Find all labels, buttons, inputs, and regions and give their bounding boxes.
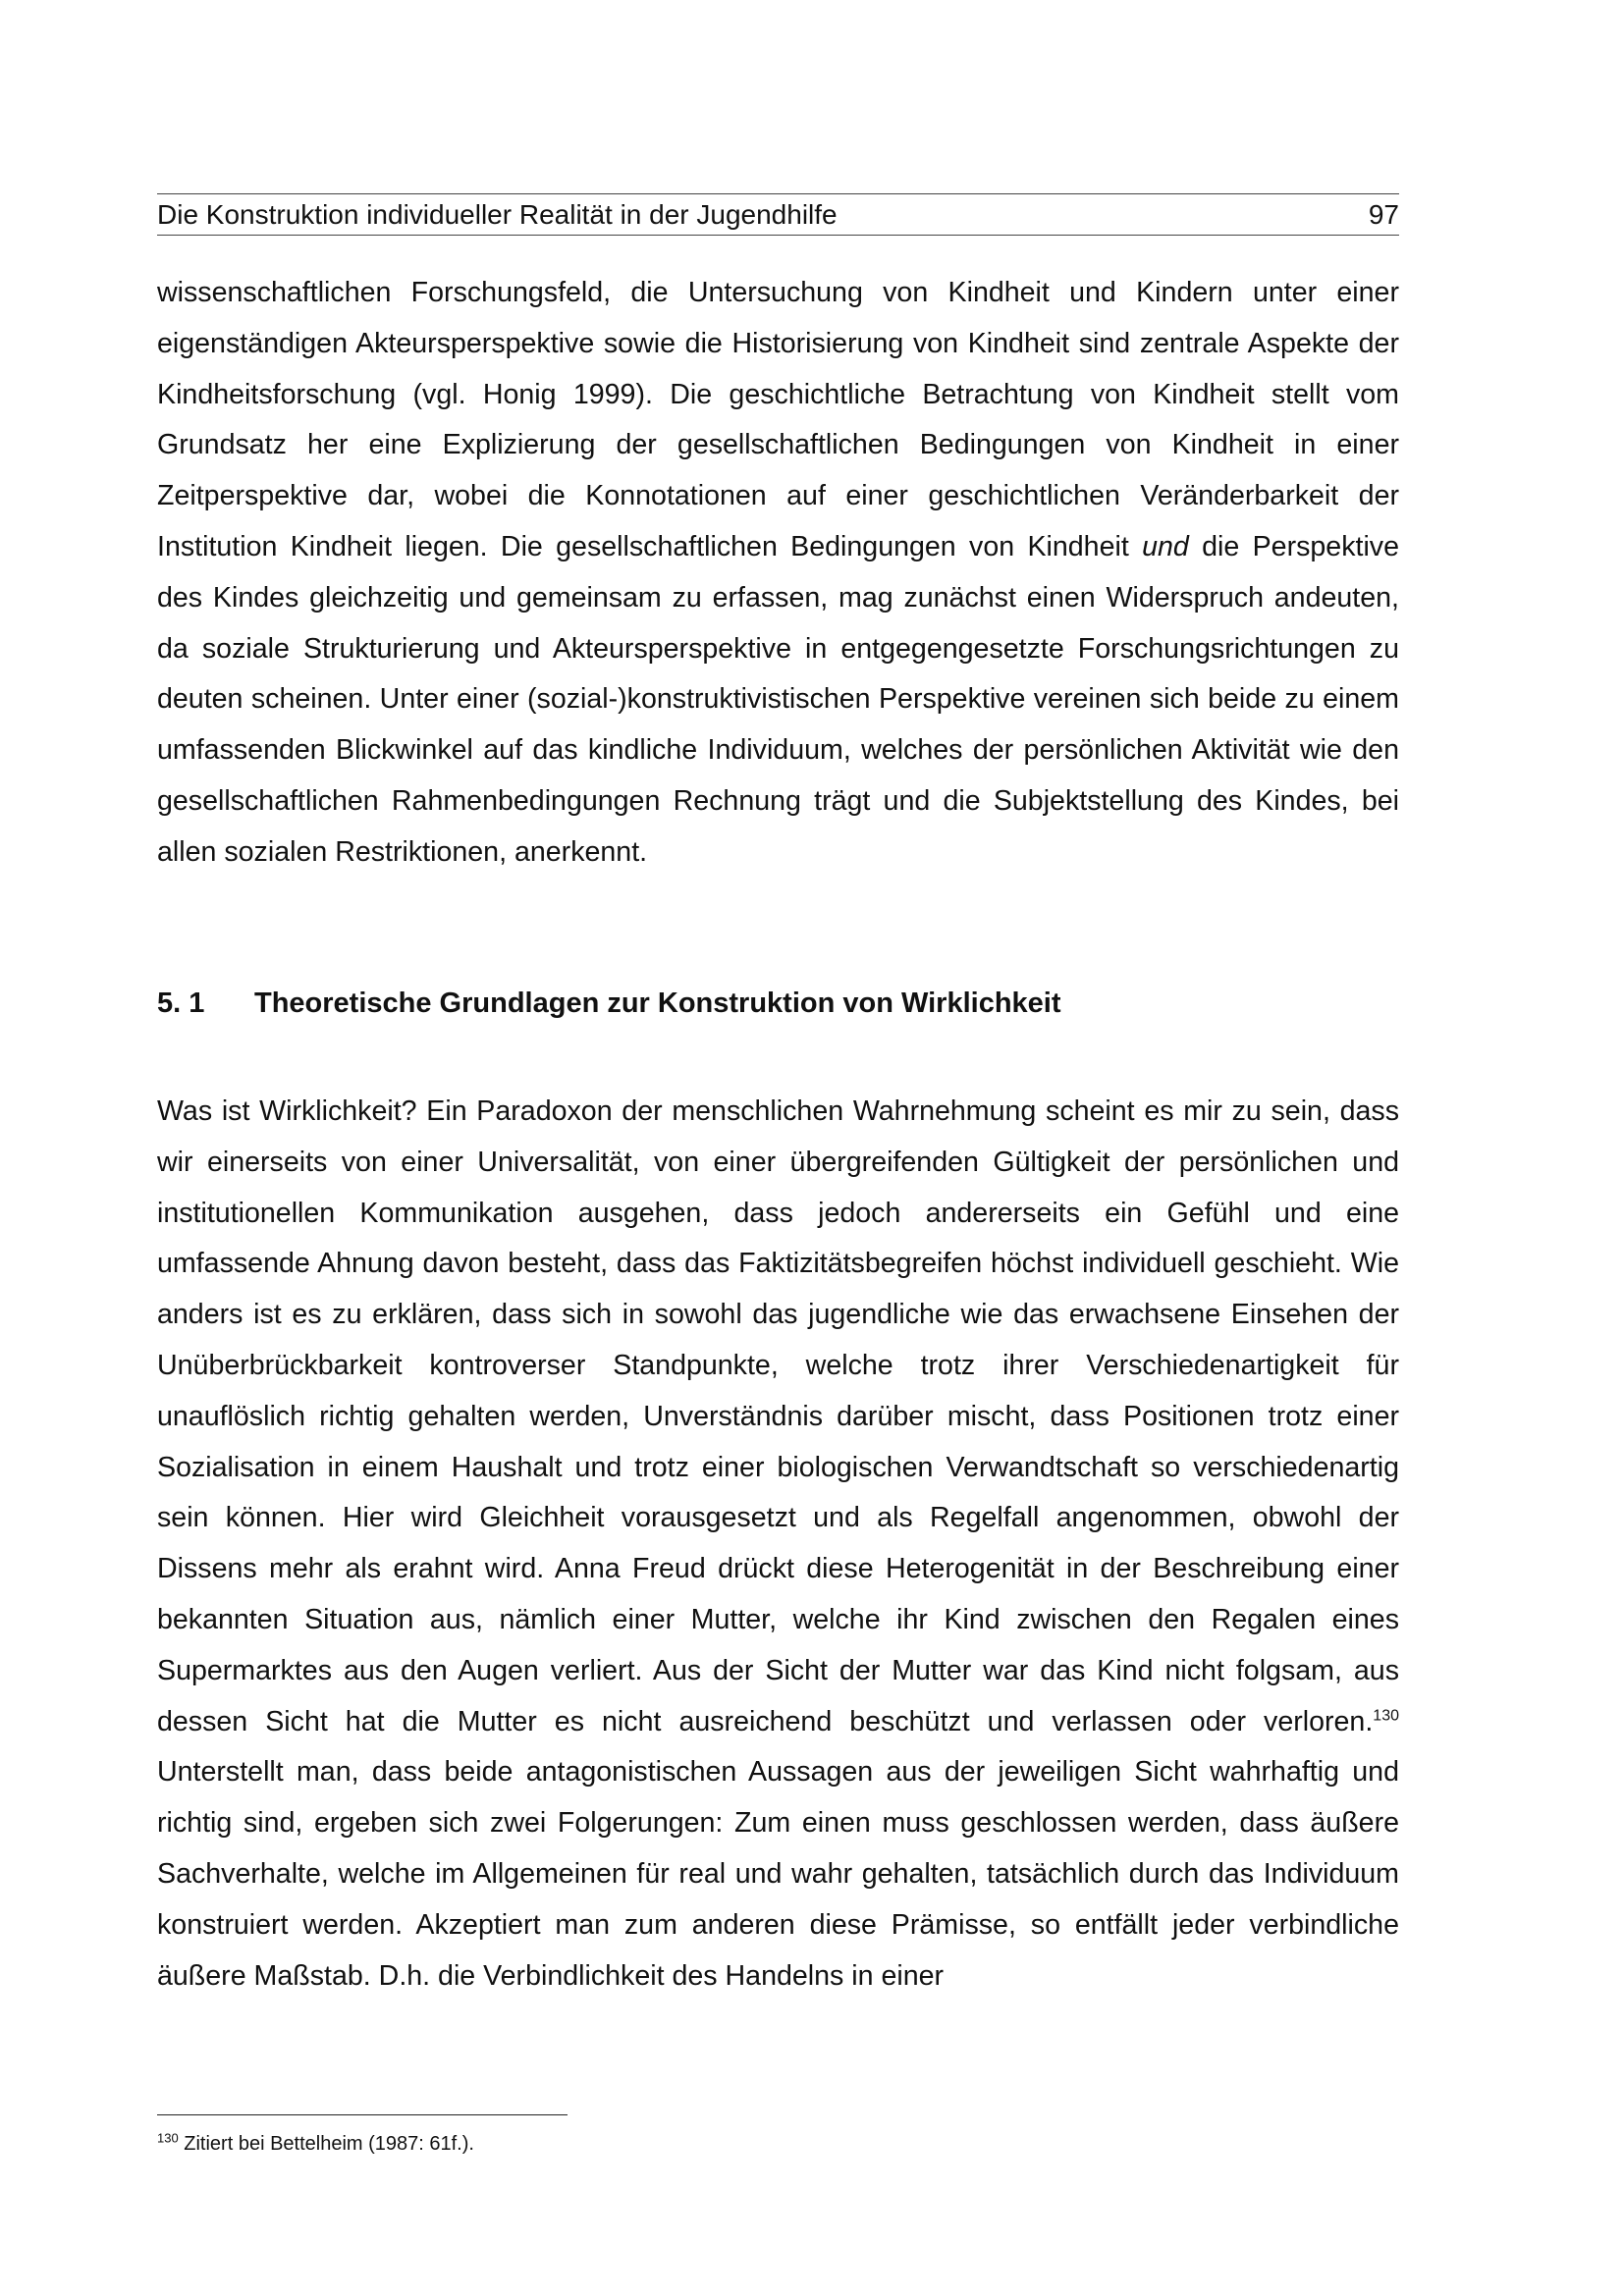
footnote-separator <box>157 2114 568 2115</box>
paragraph-2-text-b: Unterstellt man, dass beide antagonistischen Aussagen aus der jeweiligen Sicht wahrhaftig und richtig sind, ergeben sich zwei Folgerungen: Zum einen muss geschlossen werden, dass äußere Sachverhalte, welche im Allgemeinen für real und wahr gehalten, tatsächlich durch das Individuum konstruiert werden. Akzeptiert man zum anderen diese Prämisse, so entfällt jeder verbindliche äußere Maßstab. D.h. die Verbindlichkeit des Handelns in einer <box>157 1756 1399 1992</box>
footnote-text: Zitiert bei Bettelheim (1987: 61f.). <box>184 2133 474 2155</box>
paragraph-2-text-a: Was ist Wirklichkeit? Ein Paradoxon der menschlichen Wahrnehmung scheint es mir zu sein, dass wir einerseits von einer Universalität, von einer übergreifenden Gültigkeit der persönlichen und institutionellen Kommunikation ausgehen, dass jedoch andererseits ein Gefühl und eine umfassende Ahnung davon besteht, dass das Faktizitätsbegreifen höchst individuell geschieht. Wie anders ist es zu erklären, dass sich in sowohl das jugendliche wie das erwachsene Einsehen der Unüberbrückbarkeit kontroverser Standpunkte, welche trotz ihrer Verschiedenartigkeit für unauflöslich richtig gehalten werden, Unverständnis darüber mischt, dass Positionen trotz einer Sozialisation in einem Haushalt und trotz einer biologischen Verwandtschaft so verschiedenartig sein können. Hier wird Gleichheit vorausgesetzt und als Regelfall angenommen, obwohl der Dissens mehr als erahnt wird. Anna Freud drückt diese Heterogenität in der Beschreibung einer bekannten Situation aus, nämlich einer Mutter, welche ihr Kind zwischen den Regalen eines Supermarktes aus den Augen verliert. Aus der Sicht der Mutter war das Kind nicht folgsam, aus dessen Sicht hat die Mutter es nicht ausreichend beschützt und verlassen oder verloren. <box>157 1095 1399 1737</box>
section-heading <box>157 984 1399 1023</box>
paragraph-1-text-b: die Perspektive des Kindes gleichzeitig und gemeinsam zu erfassen, mag zunächst einen Widerspruch andeuten, da soziale Strukturierung und Akteursperspektive in entgegengesetzte Forschungsrichtungen zu deuten scheinen. Unter einer (sozial-)konstruktivistischen Perspektive vereinen sich beide zu einem umfassenden Blickwinkel auf das kindliche Individuum, welches der persönlichen Aktivität wie den gesellschaftlichen Rahmenbedingungen Rechnung trägt und die Subjektstellung des Kindes, bei allen sozialen Restriktionen, anerkennt. <box>157 530 1400 868</box>
running-header <box>157 199 1399 231</box>
body-paragraph-2 <box>157 1087 1399 2002</box>
running-header-title: Die Konstruktion individueller Realität in der Jugendhilfe <box>157 199 838 230</box>
footnote-reference[interactable]: 130 <box>1373 1707 1399 1725</box>
body-paragraph-1 <box>157 268 1399 879</box>
footnote-number: 130 <box>157 2130 179 2146</box>
paragraph-1-text-a: wissenschaftlichen Forschungsfeld, die Untersuchung von Kindheit und Kindern unter einer eigenständigen Akteursperspektive sowie die Historisierung von Kindheit sind zentrale Aspekte der Kindheitsforschung (vgl. Honig 1999). Die geschichtliche Betrachtung von Kindheit stellt vom Grundsatz her eine Explizierung der gesellschaftlichen Bedingungen von Kindheit in einer Zeitperspektive dar, wobei die Konnotationen auf einer geschichtlichen Veränderbarkeit der Institution Kindheit liegen. Die gesellschaftlichen Bedingungen von Kindheit <box>157 277 1399 562</box>
page-number: 97 <box>1368 199 1399 230</box>
footnote <box>157 2130 1399 2158</box>
paragraph-1-emphasis: und <box>1142 530 1189 562</box>
section-number: 5. 1 <box>157 988 205 1019</box>
section-title: Theoretische Grundlagen zur Konstruktion von Wirklichkeit <box>254 988 1061 1019</box>
header-rule-top <box>157 193 1399 194</box>
header-rule-bottom <box>157 235 1399 236</box>
